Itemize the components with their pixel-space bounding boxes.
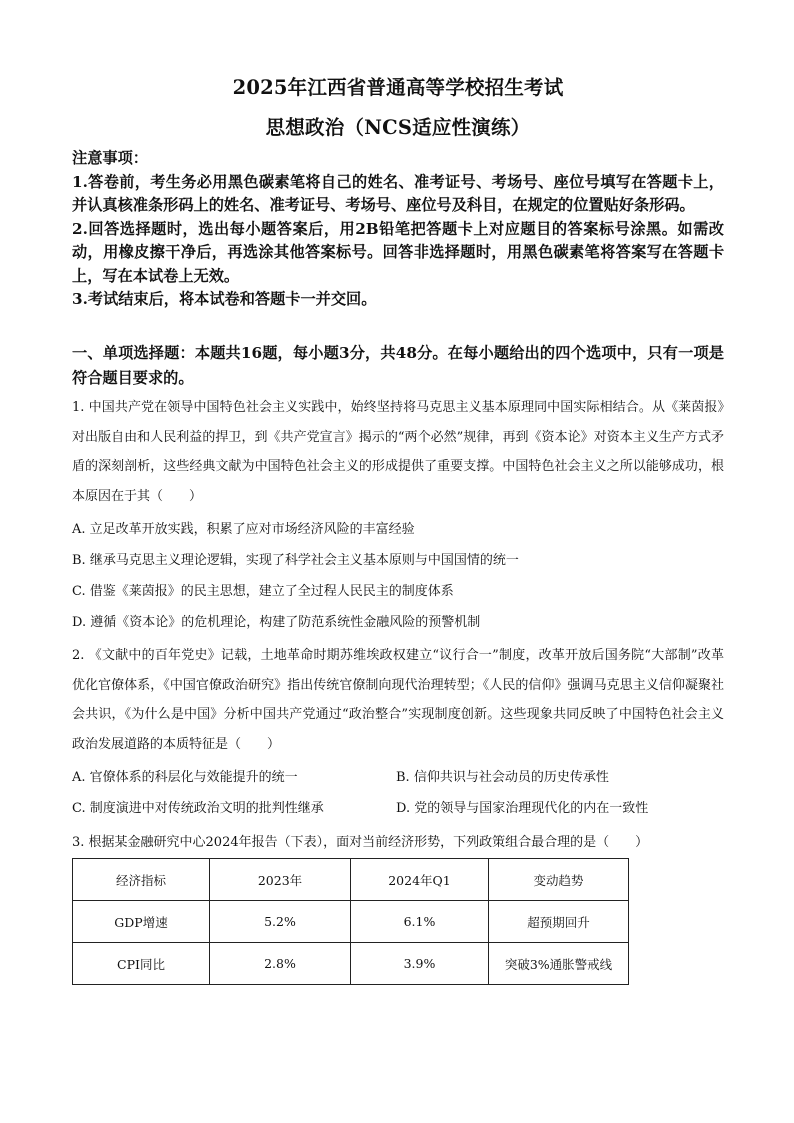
section-heading: 一、单项选择题：本题共16题，每小题3分，共48分。在每小题给出的四个选项中，只有一项是符合题目要求的。 [72,344,724,387]
option-a: A. 立足改革开放实践，积累了应对市场经济风险的丰富经验 [72,522,415,538]
table-header-cell: 2023年 [210,859,351,901]
table-header-cell: 变动趋势 [489,859,629,901]
option-row [72,793,724,824]
table-cell: 超预期回升 [489,901,629,943]
question-1 [72,393,724,638]
notice-heading: 注意事项： [72,149,148,167]
question-stem: 2. 《文献中的百年党史》记载，土地革命时期苏维埃政权建立“议行合一”制度，改革开放后国务院“大部制”改革优化官僚体系，《中国官僚政治研究》指出传统官僚制向现代治理转型；《人民的信仰》强调马克思主义信仰凝聚社会共识，《为什么是中国》分析中国共产党通过“政治整合”实现制度创新。这些现象共同反映了中国特色社会主义政治发展道路的本质特征是（ ） [72,648,724,752]
option-b: B. 继承马克思主义理论逻辑，实现了科学社会主义基本原则与中国国情的统一 [72,553,519,569]
option-row [72,762,724,793]
table-cell: 6.1% [351,901,489,943]
table-header-row [73,859,629,901]
table-row [73,901,629,943]
table-cell: 3.9% [351,943,489,985]
table-cell: CPI同比 [73,943,210,985]
economic-indicator-table [72,858,629,985]
option-b: B. 信仰共识与社会动员的历史传承性 [396,770,609,785]
exam-title: 2025年江西省普通高等学校招生考试 [232,76,564,99]
question-3 [72,828,724,857]
table-cell: 2.8% [210,943,351,985]
table-cell: GDP增速 [73,901,210,943]
table-row [73,943,629,985]
table-header-cell: 2024年Q1 [351,859,489,901]
table-header-cell: 经济指标 [73,859,210,901]
notice-item: 2.回答选择题时，选出每小题答案后，用2B铅笔把答题卡上对应题目的答案标号涂黑。如需改动，用橡皮擦干净后，再选涂其他答案标号。回答非选择题时，用黑色碳素笔将答案写在答题卡上，写在本试卷上无效。 [72,219,724,285]
question-stem: 1. 中国共产党在领导中国特色社会主义实践中，始终坚持将马克思主义基本原理同中国实际相结合。从《莱茵报》对出版自由和人民利益的捍卫，到《共产党宣言》揭示的“两个必然”规律，再到《资本论》对资本主义生产方式矛盾的深刻剖析，这些经典文献为中国特色社会主义的形成提供了重要支撑。中国特色社会主义之所以能够成功，根本原因在于其（ ） [72,400,724,504]
option-c: C. 借鉴《莱茵报》的民主思想，建立了全过程人民民主的制度体系 [72,584,454,600]
question-2 [72,641,724,824]
option-d: D. 党的领导与国家治理现代化的内在一致性 [396,801,649,816]
question-stem: 3. 根据某金融研究中心2024年报告（下表），面对当前经济形势，下列政策组合最合理的是（ ） [72,835,649,850]
option-d: D. 遵循《资本论》的危机理论，构建了防范系统性金融风险的预警机制 [72,615,481,631]
exam-subtitle: 思想政治（NCS适应性演练） [265,116,531,139]
table-cell: 突破3%通胀警戒线 [489,943,629,985]
notice-item: 3.考试结束后，将本试卷和答题卡一并交回。 [72,290,377,308]
notice-item: 1.答卷前，考生务必用黑色碳素笔将自己的姓名、准考证号、考场号、座位号填写在答题卡上，并认真核准条形码上的姓名、准考证号、考场号、座位号及科目，在规定的位置贴好条形码。 [72,172,724,214]
table-cell: 5.2% [210,901,351,943]
option-c: C. 制度演进中对传统政治文明的批判性继承 [72,801,324,816]
notice-block [72,147,724,312]
option-a: A. 官僚体系的科层化与效能提升的统一 [72,770,298,785]
